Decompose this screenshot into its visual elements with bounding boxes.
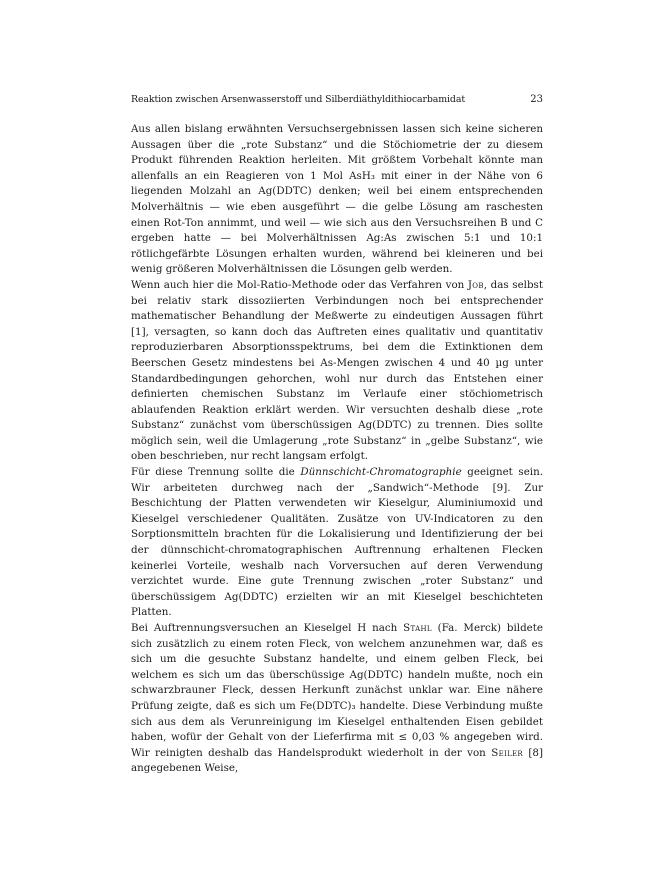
paragraph-2 <box>131 278 543 465</box>
author-name-seiler: Seiler <box>491 746 523 759</box>
paragraph-2-before: Wenn auch hier die Mol-Ratio-Methode oder das Verfahren von <box>131 278 468 291</box>
paragraph-4-before: Bei Auftrennungsversuchen an Kieselgel H nach <box>131 622 404 634</box>
paragraph-4 <box>131 621 543 777</box>
paragraph-4-after: (Fa. Merck) bildete sich zusätzlich zu einem roten Fleck, von welchem anzunehmen war, daß es sich um die gesuchte Substanz handelte, und einem gelben Fleck, bei welchem es sich um das überschüssige Ag(DDTC) handeln mußte, noch ein schwarzbrauner Fleck, dessen Herkunft zunächst unklar war. Eine nähere Prüfung zeigte, daß es sich um Fe(DDTC)₃ handelte. Diese Verbindung mußte sich aus dem als Verunreinigung im Kieselgel enthaltenden Eisen gebildet haben, wofür der Gehalt von der Lieferfirma mit ≤ 0,03 % angegeben wird. Wir reinigten deshalb das Handelsprodukt wiederholt in der von <box>131 622 543 759</box>
paragraph-2-after: , das selbst bei relativ stark dissoziierten Verbindungen noch bei entsprechender mathematischer Behandlung der Meßwerte zu eindeutigen Aussagen führt [1], versagten, so kann doch das Auftreten eines qualitativ und quantitativ reproduzierbaren Absorptionsspektrums, bei dem die Extinktionen dem Beerschen Gesetz mindestens bei As-Mengen zwischen 4 und 40 µg unter Standardbedingungen gehorchen, wohl nur durch das Entstehen einer definierten chemischen Substanz im Verlaufe einer stöchiometrisch ablaufenden Reaktion erklärt werden. Wir versuchten deshalb diese „rote Substanz“ zunächst vom überschüssigen Ag(DDTC) zu trennen. Dies sollte möglich sein, weil die Umlagerung „rote Substanz“ in „gelbe Substanz“, wie oben beschrieben, nur recht langsam erfolgt. <box>131 278 543 463</box>
running-head <box>131 94 543 106</box>
paragraph-1-text: Aus allen bislang erwähnten Versuchsergebnissen lassen sich keine sicheren Aussagen über die „rote Substanz“ und die Stöchiometrie der zu diesem Produkt führenden Reaktion herleiten. Mit größtem Vorbehalt könnte man allenfalls an ein Reagieren von 1 Mol AsH₃ mit einer in der Nähe von 6 liegenden Molzahl an Ag(DDTC) denken; weil bei einem entsprechenden Molverhältnis — wie eben ausgeführt — die gelbe Lösung am raschesten einen Rot-Ton annimmt, und weil — wie sich aus den Versuchsreihen B und C ergeben hatte — bei Molverhältnissen Ag:As zwischen 5:1 und 10:1 rötlichgefärbte Lösungen erhalten wurden, während bei kleineren und bei wenig größeren Molverhältnissen die Lösungen gelb werden. <box>131 123 543 276</box>
author-name-job: Job <box>467 278 484 291</box>
page <box>131 94 543 777</box>
paragraph-1 <box>131 122 543 278</box>
body-text <box>131 122 543 777</box>
paragraph-3 <box>131 465 543 621</box>
page-number: 23 <box>530 94 543 105</box>
running-head-title: Reaktion zwischen Arsenwasserstoff und Silberdiäthyldithiocarbamidat <box>131 94 465 105</box>
author-name-stahl: Stahl <box>403 622 432 634</box>
paragraph-3-before: Für diese Trennung sollte die <box>131 466 301 479</box>
paragraph-3-after: geeignet sein. Wir arbeiteten durchweg nach der „Sandwich“-Methode [9]. Zur Beschichtung der Platten verwendeten wir Kieselgur, Aluminiumoxid und Kieselgel verschiedener Qualitäten. Zusätze von UV-Indicatoren zu den Sorptionsmitteln brachten für die Lokalisierung und Identifizierung der bei der dünnschicht-chromatographischen Auftrennung erhaltenen Flecken keinerlei Vorteile, weshalb nach Vorversuchen auf deren Verwendung verzichtet wurde. Eine gute Trennung zwischen „roter Substanz“ und überschüssigem Ag(DDTC) erzielten wir an mit Kieselgel beschichteten Platten. <box>131 466 543 619</box>
paragraph-4-after-2: [8] angegebenen Weise, <box>131 746 543 775</box>
method-term: Dünnschicht-Chromatographie <box>300 466 462 479</box>
